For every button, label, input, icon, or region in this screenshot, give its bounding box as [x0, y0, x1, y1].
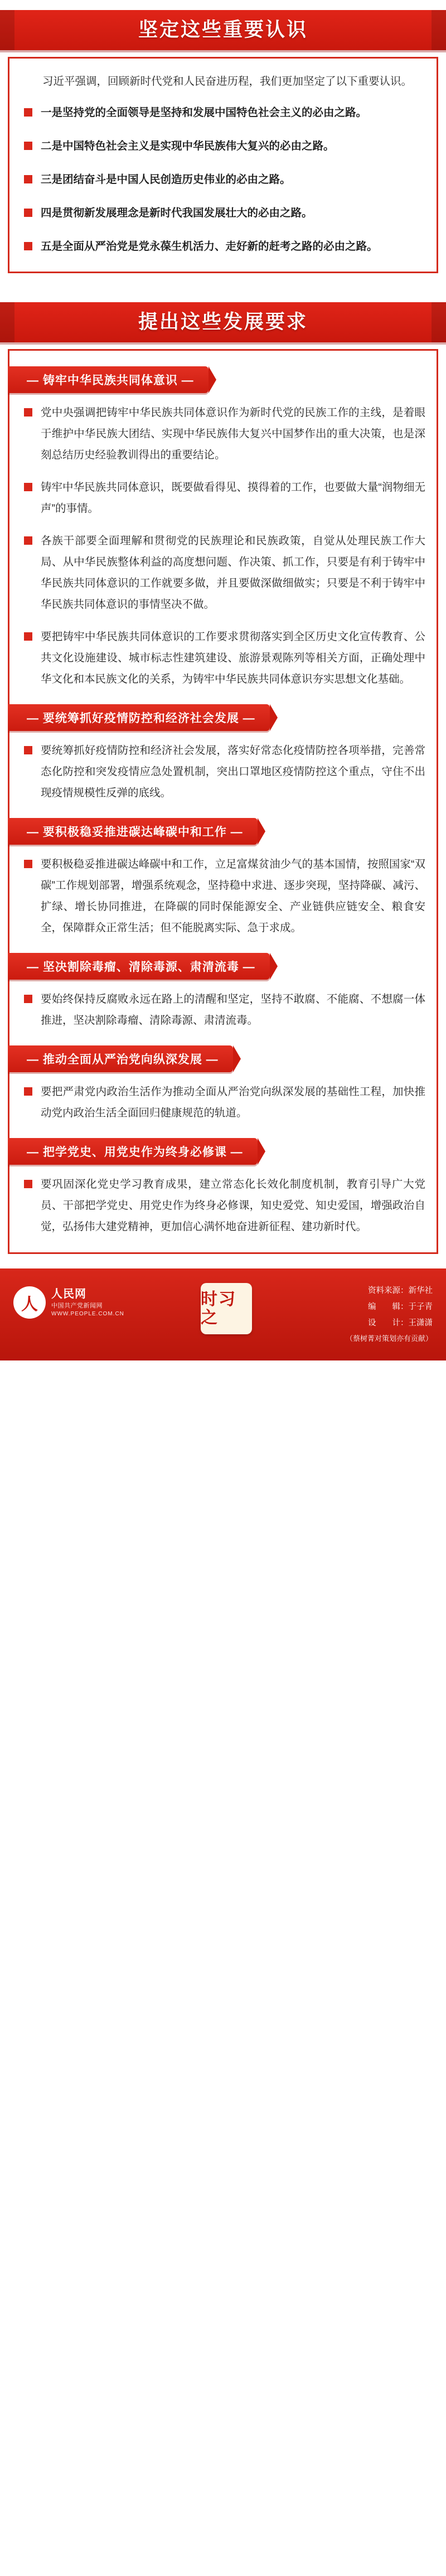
paragraph	[21, 626, 425, 690]
red-square-icon	[24, 209, 32, 217]
people-logo-icon: 人	[13, 1286, 46, 1319]
paragraph-text: 要统筹抓好疫情防控和经济社会发展，落实好常态化疫情防控各项举措，完善常态化防控和突发疫情应急处置机制，突出口罩地区疫情防控这个重点，守住不出现疫情规模性反弹的底线。	[41, 744, 425, 800]
section2-block-5	[21, 1045, 425, 1124]
red-square-icon	[24, 142, 32, 150]
sub-heading-label: — 坚决割除毒瘤、清除毒源、肃清流毒 —	[27, 961, 255, 974]
sub-heading-6	[21, 1138, 425, 1165]
paragraph-text: 党中央强调把铸牢中华民族共同体意识作为新时代党的民族工作的主线，是着眼于维护中华民族大团结、实现中华民族伟大复兴中国梦作出的重大决策，也是深刻总结历史经验教训得出的重要结论。	[41, 406, 425, 462]
bullet-text: 二是中国特色社会主义是实现中华民族伟大复兴的必由之路。	[41, 140, 334, 153]
red-square-icon	[24, 108, 32, 117]
paragraph	[21, 1174, 425, 1237]
red-square-icon	[24, 1087, 32, 1096]
sub-heading-label: — 要积极稳妥推进碳达峰碳中和工作 —	[27, 826, 243, 839]
credit-note: （蔡树菁对策划亦有贡献）	[345, 1334, 433, 1343]
credit-label: 编 辑：	[368, 1302, 409, 1311]
section2-body	[8, 349, 438, 1253]
paragraph-text: 铸牢中华民族共同体意识，既要做看得见、摸得着的工作，也要做大量“润物细无声”的事情。	[41, 481, 425, 515]
sub-heading-4	[21, 953, 425, 980]
sub-heading-5	[21, 1045, 425, 1072]
paragraph-text: 要巩固深化党史学习教育成果，建立常态化长效化制度机制，教育引导广大党员、干部把学党史、用党史作为终身必修课，知史爱党、知史爱国，增强政治自觉，弘扬伟大建党精神，更加信心满怀地奋进新征程、建功新时代。	[41, 1178, 425, 1233]
shixizhi-badge	[201, 1283, 252, 1334]
section2-block-3	[21, 818, 425, 938]
section2-header	[0, 292, 446, 352]
red-square-icon	[24, 175, 32, 183]
footer-credits	[346, 1281, 433, 1346]
sub-heading-3	[21, 818, 425, 845]
red-square-icon	[24, 995, 32, 1003]
red-square-icon	[24, 536, 32, 545]
sub-heading-label: — 铸牢中华民族共同体意识 —	[27, 374, 194, 388]
section1-bullet-3	[21, 169, 425, 190]
paragraph	[21, 989, 425, 1031]
footer-logo	[13, 1281, 124, 1319]
section2-block-1	[21, 366, 425, 690]
section1-header	[0, 0, 446, 60]
footer	[0, 1268, 446, 1360]
red-square-icon	[24, 1180, 32, 1188]
section2-block-2	[21, 704, 425, 803]
paragraph	[21, 402, 425, 466]
red-square-icon	[24, 483, 32, 491]
paragraph-text: 要把严肃党内政治生活作为推动全面从严治党向纵深发展的基础性工程，加快推动党内政治生活全面回归健康规范的轨道。	[41, 1086, 425, 1120]
bullet-text: 四是贯彻新发展理念是新时代我国发展壮大的必由之路。	[41, 207, 313, 220]
red-square-icon	[24, 408, 32, 417]
credit-value: 于子青	[408, 1302, 433, 1311]
bullet-text: 三是团结奋斗是中国人民创造历史伟业的必由之路。	[41, 173, 291, 186]
section1-body	[8, 57, 438, 273]
paragraph	[21, 854, 425, 938]
paragraph	[21, 530, 425, 615]
credit-label: 资料来源：	[368, 1286, 409, 1295]
section1-title: 坚定这些重要认识	[138, 19, 308, 41]
credit-value: 王潇潇	[408, 1318, 433, 1328]
red-square-icon	[24, 746, 32, 754]
section2-block-4	[21, 953, 425, 1031]
credit-designer	[346, 1315, 433, 1331]
red-square-icon	[24, 860, 32, 868]
bullet-text: 一是坚持党的全面领导是坚持和发展中国特色社会主义的必由之路。	[41, 106, 367, 119]
section1-bullet-2	[21, 135, 425, 157]
credit-editor	[346, 1299, 433, 1315]
section1-bullet-5	[21, 236, 425, 257]
paragraph-text: 要把铸牢中华民族共同体意识的工作要求贯彻落实到全区历史文化宣传教育、公共文化设施建设、城市标志性建筑建设、旅游景观陈列等相关方面，正确处理中华文化和本民族文化的关系，为铸牢中华民族共同体意识夯实思想文化基础。	[41, 631, 425, 686]
sub-heading-label: — 把学党史、用党史作为终身必修课 —	[27, 1146, 243, 1159]
sub-heading-label: — 推动全面从严治党向纵深发展 —	[27, 1053, 219, 1067]
paragraph-text: 要积极稳妥推进碳达峰碳中和工作，立足富煤贫油少气的基本国情，按照国家“双碳”工作规划部署，增强系统观念，坚持稳中求进、逐步突现，坚持降碳、减污、扩绿、增长协同推进，在降碳的同时保能源安全、产业链供应链安全、粮食安全，保障群众正常生活；但不能脱离实际、急于求成。	[41, 858, 425, 934]
credit-label: 设 计：	[368, 1318, 409, 1328]
red-square-icon	[24, 242, 32, 250]
section2-block-6	[21, 1138, 425, 1237]
red-square-icon	[24, 632, 32, 641]
section2-title: 提出这些发展要求	[138, 311, 308, 333]
paragraph-text: 各族干部要全面理解和贯彻党的民族理论和民族政策，自觉从处理民族工作大局、从中华民族整体利益的高度想问题、作决策、抓工作，只要是有利于铸牢中华民族共同体意识的工作就要多做，并且要做深做细做实；只要是不利于铸牢中华民族共同体意识的事情坚决不做。	[41, 535, 425, 611]
logo-line-2: 中国共产党新闻网	[51, 1302, 103, 1309]
paragraph	[21, 477, 425, 519]
sub-heading-2	[21, 704, 425, 731]
logo-line-1: 人民网	[51, 1287, 86, 1300]
badge-line-1: 时习之	[201, 1290, 236, 1327]
section1-intro: 习近平强调，回顾新时代党和人民奋进历程，我们更加坚定了以下重要认识。	[42, 75, 413, 88]
sub-heading-label: — 要统筹抓好疫情防控和经济社会发展 —	[27, 712, 255, 725]
section1-bullet-4	[21, 202, 425, 224]
paragraph-text: 要始终保持反腐败永远在路上的清醒和坚定，坚持不敢腐、不能腐、不想腐一体推进，坚决割除毒瘤、清除毒源、肃清流毒。	[41, 993, 425, 1027]
logo-line-3: WWW.PEOPLE.COM.CN	[51, 1310, 124, 1317]
paragraph	[21, 740, 425, 803]
paragraph	[21, 1081, 425, 1124]
section-spacer	[0, 273, 446, 292]
credit-value: 新华社	[408, 1286, 433, 1295]
section1-bullet-1	[21, 102, 425, 123]
bullet-text: 五是全面从严治党是党永葆生机活力、走好新的赶考之路的必由之路。	[41, 240, 378, 253]
credit-source	[346, 1283, 433, 1299]
sub-heading-1	[21, 366, 425, 393]
